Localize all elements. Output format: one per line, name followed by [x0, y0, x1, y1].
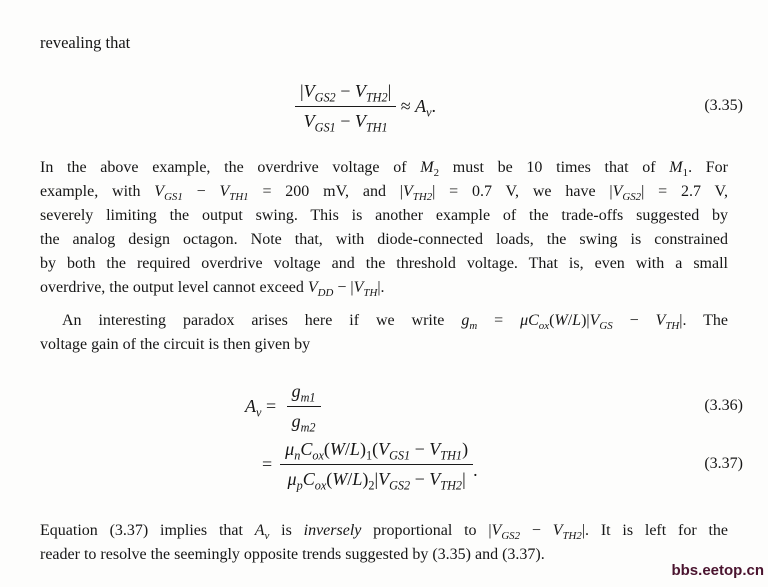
- eq36-denominator: $g_{m2}$: [291, 410, 316, 435]
- text-line: An interesting paradox arises here if we write $g_m = \mu C_{ox}(W/L)|V_{GS} - V_{TH}|$. The: [62, 312, 728, 333]
- text-line: overdrive, the output level cannot exceed $V_{DD} - |V_{TH}|$.: [40, 279, 385, 300]
- text-line: example, with $V_{GS1} - V_{TH1} = 200$ mV, and $|V_{TH2}| = 0.7$ V, we have $|V_{GS2}| = 2.7$ V,: [40, 183, 729, 204]
- eq36-numerator: $g_{m1}$: [287, 380, 321, 407]
- eq35-numerator: $|V_{GS2} - V_{TH2}|$: [295, 80, 396, 107]
- equation-3-36-body: [245, 380, 321, 435]
- eq37-period: .: [473, 459, 478, 480]
- text-line: In the above example, the overdrive voltage of $M_2$ must be 10 times that of $M_1$. For: [40, 159, 729, 180]
- eq35-rhs: ≈ $A_v$.: [396, 95, 437, 120]
- text-line: Equation (3.37) implies that $A_v$ is inversely proportional to $|V_{GS2} - V_{TH2}|$. It is left for the: [40, 522, 728, 543]
- equation-3-36: [40, 380, 743, 435]
- text-line: reader to resolve the seemingly opposite trends suggested by (3.35) and (3.37).: [40, 546, 545, 563]
- equation-3-35: [40, 80, 743, 135]
- text-line: voltage gain of the circuit is then given by: [40, 336, 311, 353]
- equation-3-37-body: [262, 438, 478, 493]
- eq35-number: (3.35): [704, 97, 743, 114]
- fraction: [295, 80, 396, 135]
- eq35-denominator: $V_{GS1} - V_{TH1}$: [303, 110, 388, 135]
- eq36-number: (3.36): [704, 397, 743, 414]
- equation-3-37: [40, 438, 743, 493]
- eq37-equals-sign: =: [262, 453, 273, 474]
- eq36-lhs: $A_v$ =: [245, 395, 281, 420]
- paragraph-2: [40, 309, 728, 357]
- eq37-denominator: $\mu_pC_{ox}(W/L)_2|V_{GS2} - V_{TH2}|$: [287, 468, 466, 493]
- eq37-numerator: $\mu_nC_{ox}(W/L)_1(V_{GS1} - V_{TH1})$: [280, 438, 473, 465]
- paragraph-3: [40, 519, 728, 567]
- eq37-number: (3.37): [704, 455, 743, 472]
- fraction: [280, 438, 473, 493]
- text-line: severely limiting the output swing. This is another example of the trade-offs suggested by: [40, 207, 728, 224]
- watermark: bbs.eetop.cn: [671, 562, 764, 579]
- intro-text: revealing that: [40, 33, 131, 52]
- text-line: by both the required overdrive voltage and the threshold voltage. That is, even with a small: [40, 255, 728, 272]
- text-line: the analog design octagon. Note that, with diode-connected loads, the swing is constrained: [40, 231, 728, 248]
- paragraph-1: [40, 156, 728, 300]
- equation-3-35-body: [295, 80, 437, 135]
- fraction: [287, 380, 321, 435]
